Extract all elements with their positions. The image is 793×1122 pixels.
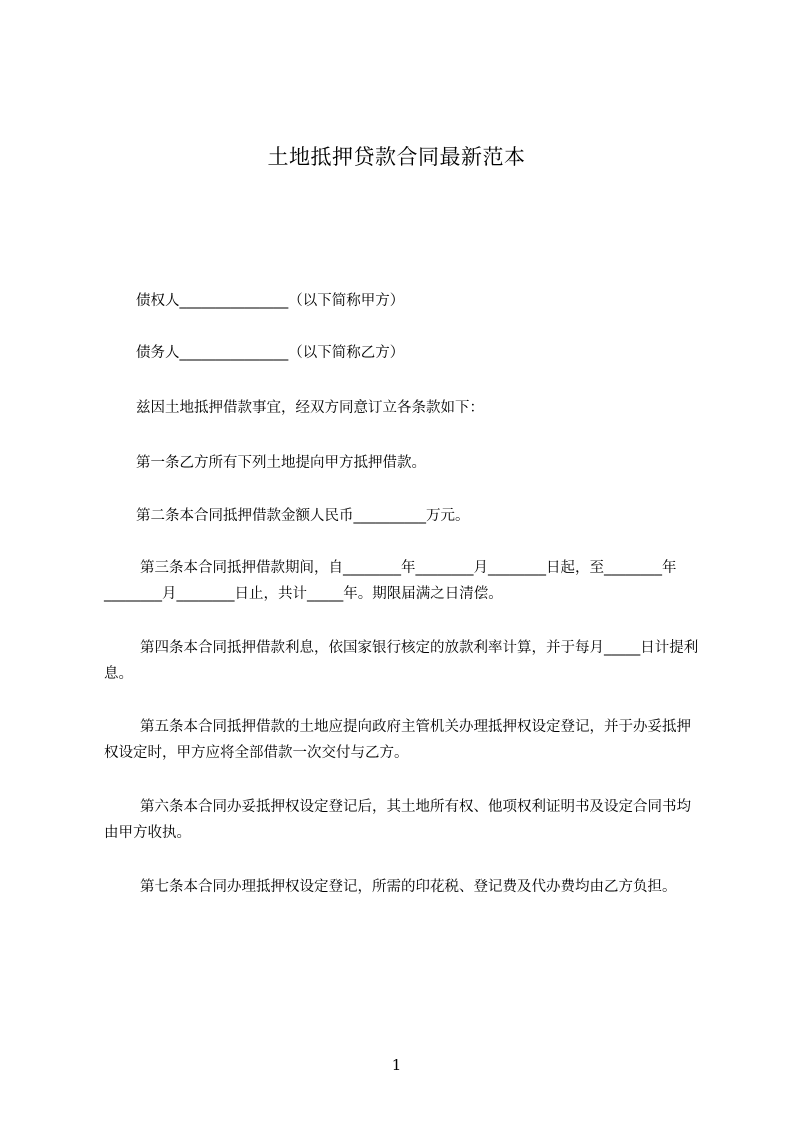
preamble-paragraph: 兹因土地抵押借款事宜，经双方同意订立各条款如下： (136, 400, 484, 416)
article-2-paragraph: 第二条本合同抵押借款金额人民币__________万元。 (136, 508, 470, 524)
article-1-paragraph: 第一条乙方所有下列土地提向甲方抵押借款。 (136, 455, 426, 471)
article-5-paragraph: 第五条本合同抵押借款的土地应提向政府主管机关办理抵押权设定登记，并于办妥抵押权设定时，甲方应将全部借款一次交付与乙方。 (104, 719, 691, 761)
page-number: 1 (391, 1056, 402, 1074)
debtor-line: 债务人_______________（以下简称乙方） (136, 345, 405, 361)
document-title: 土地抵押贷款合同最新范本 (267, 145, 526, 169)
article-4-paragraph: 第四条本合同抵押借款利息，依国家银行核定的放款利率计算，并于每月_____日计提利息。 (104, 640, 699, 682)
article-7-paragraph: 第七条本合同办理抵押权设定登记，所需的印花税、登记费及代办费均由乙方负担。 (140, 879, 677, 895)
article-3-paragraph: 第三条本合同抵押借款期间，自________年________月________日起，至________年________月________日止，共计_____年。期限届满之日清偿。 (104, 560, 677, 602)
creditor-line: 债权人_______________（以下简称甲方） (136, 293, 405, 309)
article-6-paragraph: 第六条本合同办妥抵押权设定登记后，其土地所有权、他项权利证明书及设定合同书均由甲方收执。 (104, 799, 691, 841)
